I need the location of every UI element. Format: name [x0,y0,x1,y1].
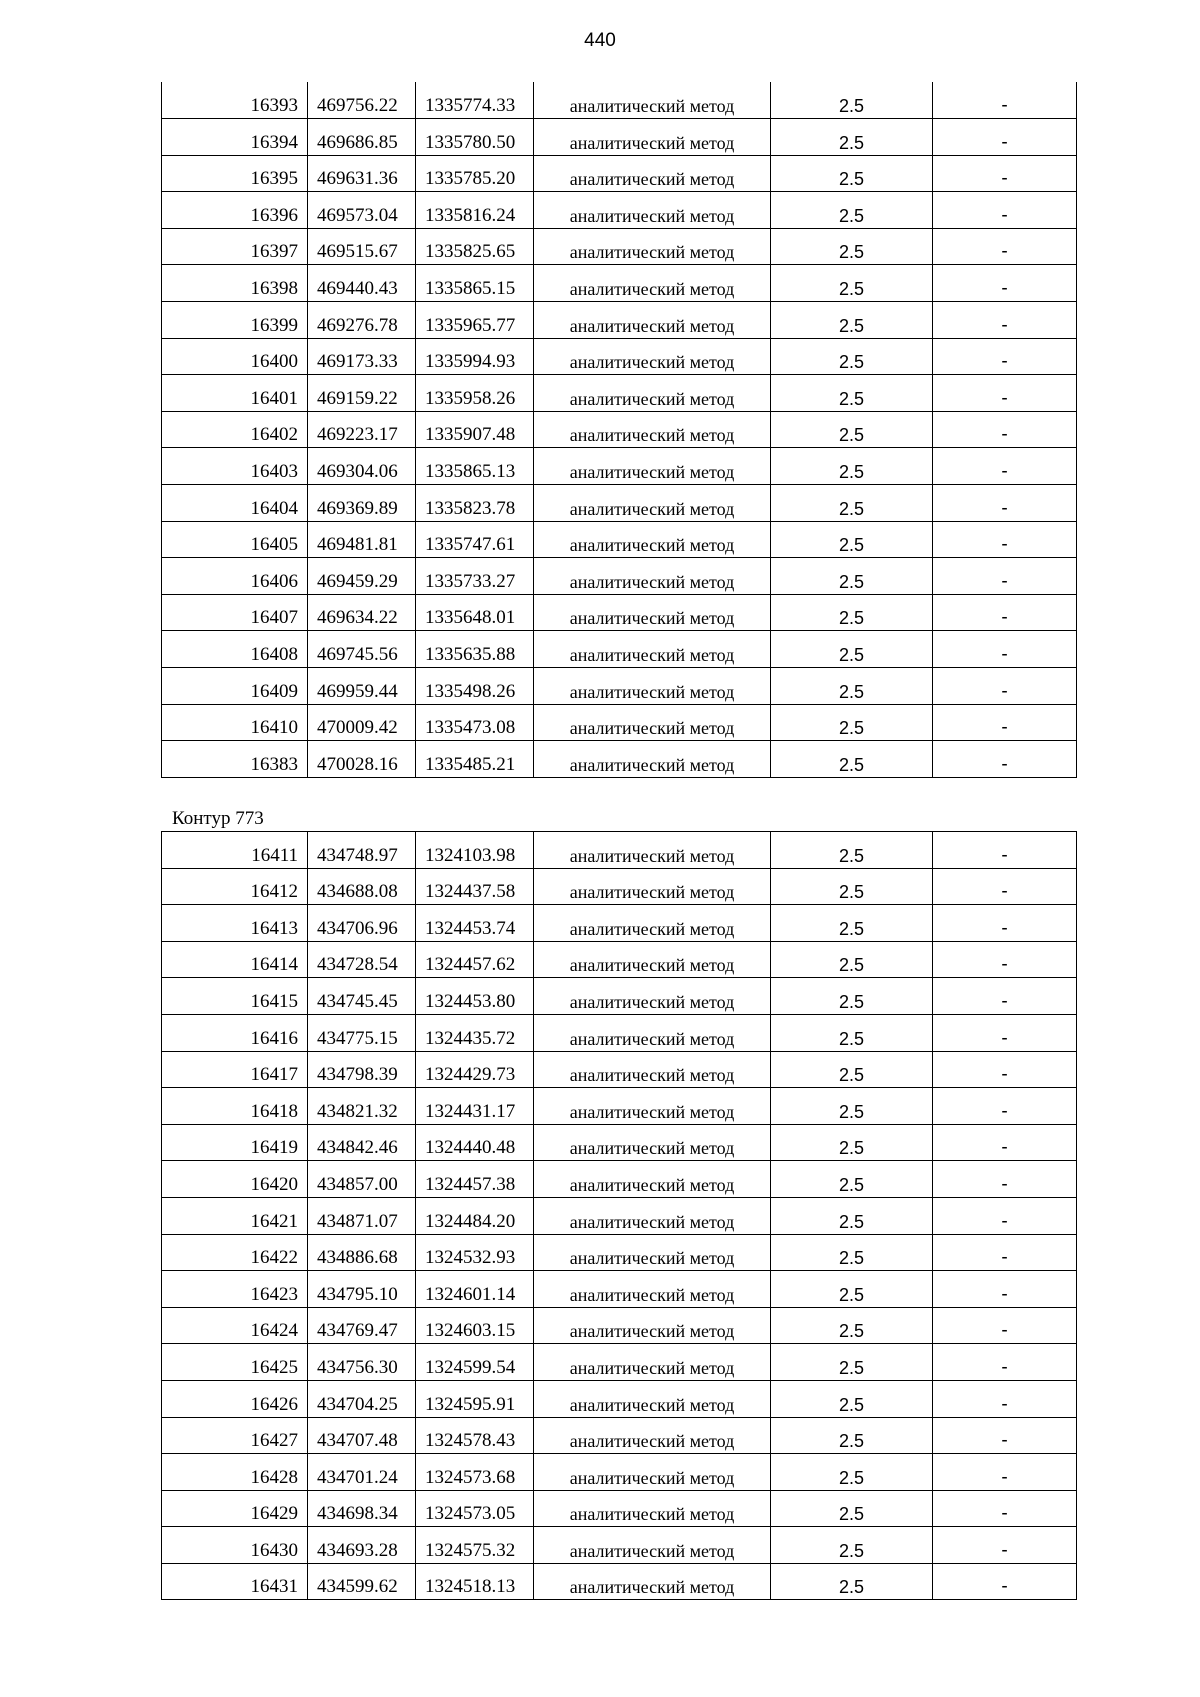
note-cell: - [933,302,1077,339]
y-coordinate-cell: 1324453.80 [416,978,534,1015]
table-row [162,1344,1077,1381]
accuracy-cell: 2.5 [771,1307,933,1344]
point-number-cell: 16406 [162,558,308,595]
x-coordinate-cell: 469745.56 [308,631,416,668]
point-number-cell: 16414 [162,941,308,978]
table-row [162,1088,1077,1125]
method-cell: аналитический метод [534,704,771,741]
table-row [162,375,1077,412]
y-coordinate-cell: 1335473.08 [416,704,534,741]
note-cell: - [933,1234,1077,1271]
x-coordinate-cell: 469686.85 [308,119,416,156]
note-cell: - [933,411,1077,448]
accuracy-cell: 2.5 [771,631,933,668]
accuracy-cell: 2.5 [771,905,933,942]
point-number-cell: 16399 [162,302,308,339]
method-cell: аналитический метод [534,265,771,302]
accuracy-cell: 2.5 [771,1197,933,1234]
table-row [162,1014,1077,1051]
method-cell: аналитический метод [534,1454,771,1491]
x-coordinate-cell: 434701.24 [308,1454,416,1491]
x-coordinate-cell: 434707.48 [308,1417,416,1454]
point-number-cell: 16405 [162,521,308,558]
accuracy-cell: 2.5 [771,1161,933,1198]
method-cell: аналитический метод [534,1051,771,1088]
accuracy-cell: 2.5 [771,1527,933,1564]
accuracy-cell: 2.5 [771,978,933,1015]
note-cell: - [933,631,1077,668]
point-number-cell: 16421 [162,1197,308,1234]
x-coordinate-cell: 469634.22 [308,594,416,631]
method-cell: аналитический метод [534,1161,771,1198]
y-coordinate-cell: 1324440.48 [416,1124,534,1161]
method-cell: аналитический метод [534,338,771,375]
note-cell: - [933,1271,1077,1308]
y-coordinate-cell: 1335498.26 [416,668,534,705]
point-number-cell: 16415 [162,978,308,1015]
x-coordinate-cell: 434693.28 [308,1527,416,1564]
table-row [162,1490,1077,1527]
accuracy-cell: 2.5 [771,302,933,339]
note-cell: - [933,905,1077,942]
x-coordinate-cell: 469459.29 [308,558,416,595]
accuracy-cell: 2.5 [771,1417,933,1454]
note-cell: - [933,1088,1077,1125]
accuracy-cell: 2.5 [771,338,933,375]
accuracy-cell: 2.5 [771,704,933,741]
note-cell: - [933,265,1077,302]
table-row [162,832,1077,869]
x-coordinate-cell: 469756.22 [308,82,416,119]
y-coordinate-cell: 1335865.15 [416,265,534,302]
y-coordinate-cell: 1335965.77 [416,302,534,339]
point-number-cell: 16427 [162,1417,308,1454]
accuracy-cell: 2.5 [771,448,933,485]
method-cell: аналитический метод [534,1014,771,1051]
point-number-cell: 16410 [162,704,308,741]
x-coordinate-cell: 434769.47 [308,1307,416,1344]
y-coordinate-cell: 1324457.38 [416,1161,534,1198]
table-row [162,668,1077,705]
point-number-cell: 16419 [162,1124,308,1161]
table-row [162,82,1077,119]
accuracy-cell: 2.5 [771,265,933,302]
y-coordinate-cell: 1324484.20 [416,1197,534,1234]
table-row [162,338,1077,375]
note-cell: - [933,1527,1077,1564]
x-coordinate-cell: 469159.22 [308,375,416,412]
page-number: 440 [584,30,616,51]
y-coordinate-cell: 1324599.54 [416,1344,534,1381]
method-cell: аналитический метод [534,741,771,778]
x-coordinate-cell: 434748.97 [308,832,416,869]
method-cell: аналитический метод [534,521,771,558]
y-coordinate-cell: 1324457.62 [416,941,534,978]
accuracy-cell: 2.5 [771,558,933,595]
table-row [162,1563,1077,1600]
accuracy-cell: 2.5 [771,1051,933,1088]
method-cell: аналитический метод [534,82,771,119]
table-row [162,558,1077,595]
note-cell: - [933,1124,1077,1161]
note-cell: - [933,1380,1077,1417]
note-cell: - [933,1563,1077,1600]
note-cell: - [933,1307,1077,1344]
table-row [162,192,1077,229]
point-number-cell: 16425 [162,1344,308,1381]
method-cell: аналитический метод [534,631,771,668]
x-coordinate-cell: 434688.08 [308,868,416,905]
x-coordinate-cell: 434745.45 [308,978,416,1015]
y-coordinate-cell: 1335774.33 [416,82,534,119]
point-number-cell: 16423 [162,1271,308,1308]
table-row [162,1051,1077,1088]
y-coordinate-cell: 1335907.48 [416,411,534,448]
x-coordinate-cell: 469173.33 [308,338,416,375]
point-number-cell: 16396 [162,192,308,229]
method-cell: аналитический метод [534,119,771,156]
y-coordinate-cell: 1335485.21 [416,741,534,778]
note-cell: - [933,1454,1077,1491]
method-cell: аналитический метод [534,978,771,1015]
y-coordinate-cell: 1335780.50 [416,119,534,156]
accuracy-cell: 2.5 [771,375,933,412]
accuracy-cell: 2.5 [771,521,933,558]
note-cell: - [933,941,1077,978]
note-cell: - [933,1161,1077,1198]
method-cell: аналитический метод [534,558,771,595]
method-cell: аналитический метод [534,941,771,978]
table-row [162,302,1077,339]
point-number-cell: 16408 [162,631,308,668]
x-coordinate-cell: 434599.62 [308,1563,416,1600]
table-row [162,1124,1077,1161]
coordinates-table-contour [161,831,1077,1600]
y-coordinate-cell: 1324532.93 [416,1234,534,1271]
x-coordinate-cell: 469276.78 [308,302,416,339]
table-body [162,82,1077,777]
method-cell: аналитический метод [534,832,771,869]
table-row [162,905,1077,942]
accuracy-cell: 2.5 [771,192,933,229]
accuracy-cell: 2.5 [771,1124,933,1161]
method-cell: аналитический метод [534,905,771,942]
note-cell: - [933,448,1077,485]
y-coordinate-cell: 1335747.61 [416,521,534,558]
accuracy-cell: 2.5 [771,1454,933,1491]
accuracy-cell: 2.5 [771,1271,933,1308]
method-cell: аналитический метод [534,668,771,705]
x-coordinate-cell: 469481.81 [308,521,416,558]
coordinates-table-continued [161,82,1077,778]
point-number-cell: 16402 [162,411,308,448]
method-cell: аналитический метод [534,155,771,192]
method-cell: аналитический метод [534,1490,771,1527]
note-cell: - [933,1197,1077,1234]
y-coordinate-cell: 1324601.14 [416,1271,534,1308]
y-coordinate-cell: 1335994.93 [416,338,534,375]
y-coordinate-cell: 1335635.88 [416,631,534,668]
x-coordinate-cell: 469631.36 [308,155,416,192]
note-cell: - [933,868,1077,905]
accuracy-cell: 2.5 [771,832,933,869]
x-coordinate-cell: 434821.32 [308,1088,416,1125]
table-row [162,521,1077,558]
y-coordinate-cell: 1324578.43 [416,1417,534,1454]
method-cell: аналитический метод [534,1563,771,1600]
point-number-cell: 16403 [162,448,308,485]
note-cell: - [933,338,1077,375]
point-number-cell: 16411 [162,832,308,869]
y-coordinate-cell: 1324103.98 [416,832,534,869]
accuracy-cell: 2.5 [771,868,933,905]
point-number-cell: 16422 [162,1234,308,1271]
table-row [162,1454,1077,1491]
accuracy-cell: 2.5 [771,1380,933,1417]
x-coordinate-cell: 469223.17 [308,411,416,448]
accuracy-cell: 2.5 [771,941,933,978]
point-number-cell: 16428 [162,1454,308,1491]
table-row [162,1234,1077,1271]
method-cell: аналитический метод [534,302,771,339]
note-cell: - [933,832,1077,869]
note-cell: - [933,228,1077,265]
point-number-cell: 16401 [162,375,308,412]
point-number-cell: 16383 [162,741,308,778]
accuracy-cell: 2.5 [771,741,933,778]
x-coordinate-cell: 469369.89 [308,485,416,522]
note-cell: - [933,521,1077,558]
table-row [162,1527,1077,1564]
x-coordinate-cell: 434886.68 [308,1234,416,1271]
note-cell: - [933,192,1077,229]
y-coordinate-cell: 1324518.13 [416,1563,534,1600]
table-row [162,448,1077,485]
x-coordinate-cell: 434795.10 [308,1271,416,1308]
table-row [162,265,1077,302]
x-coordinate-cell: 469440.43 [308,265,416,302]
accuracy-cell: 2.5 [771,82,933,119]
accuracy-cell: 2.5 [771,1014,933,1051]
x-coordinate-cell: 434728.54 [308,941,416,978]
y-coordinate-cell: 1335825.65 [416,228,534,265]
table-row [162,228,1077,265]
point-number-cell: 16393 [162,82,308,119]
x-coordinate-cell: 434704.25 [308,1380,416,1417]
point-number-cell: 16394 [162,119,308,156]
note-cell: - [933,978,1077,1015]
method-cell: аналитический метод [534,1124,771,1161]
accuracy-cell: 2.5 [771,1344,933,1381]
y-coordinate-cell: 1335865.13 [416,448,534,485]
accuracy-cell: 2.5 [771,668,933,705]
note-cell: - [933,558,1077,595]
y-coordinate-cell: 1324595.91 [416,1380,534,1417]
y-coordinate-cell: 1324453.74 [416,905,534,942]
point-number-cell: 16412 [162,868,308,905]
x-coordinate-cell: 434857.00 [308,1161,416,1198]
table-row [162,868,1077,905]
x-coordinate-cell: 434756.30 [308,1344,416,1381]
y-coordinate-cell: 1335823.78 [416,485,534,522]
point-number-cell: 16398 [162,265,308,302]
note-cell: - [933,668,1077,705]
note-cell: - [933,1344,1077,1381]
note-cell: - [933,741,1077,778]
table-row [162,1197,1077,1234]
note-cell: - [933,1014,1077,1051]
method-cell: аналитический метод [534,485,771,522]
y-coordinate-cell: 1335648.01 [416,594,534,631]
contour-label: Контур 773 [172,808,264,829]
accuracy-cell: 2.5 [771,1234,933,1271]
table-row [162,1417,1077,1454]
method-cell: аналитический метод [534,1344,771,1381]
method-cell: аналитический метод [534,228,771,265]
note-cell: - [933,375,1077,412]
accuracy-cell: 2.5 [771,155,933,192]
method-cell: аналитический метод [534,1417,771,1454]
x-coordinate-cell: 469573.04 [308,192,416,229]
table-body [162,832,1077,1600]
method-cell: аналитический метод [534,1197,771,1234]
point-number-cell: 16430 [162,1527,308,1564]
accuracy-cell: 2.5 [771,1563,933,1600]
x-coordinate-cell: 469304.06 [308,448,416,485]
method-cell: аналитический метод [534,375,771,412]
table-row [162,631,1077,668]
table-row [162,119,1077,156]
point-number-cell: 16407 [162,594,308,631]
note-cell: - [933,594,1077,631]
x-coordinate-cell: 470028.16 [308,741,416,778]
method-cell: аналитический метод [534,594,771,631]
point-number-cell: 16409 [162,668,308,705]
point-number-cell: 16420 [162,1161,308,1198]
method-cell: аналитический метод [534,868,771,905]
point-number-cell: 16416 [162,1014,308,1051]
method-cell: аналитический метод [534,1307,771,1344]
method-cell: аналитический метод [534,1234,771,1271]
point-number-cell: 16426 [162,1380,308,1417]
table-row [162,485,1077,522]
note-cell: - [933,1417,1077,1454]
table-row [162,594,1077,631]
y-coordinate-cell: 1324429.73 [416,1051,534,1088]
note-cell: - [933,119,1077,156]
accuracy-cell: 2.5 [771,485,933,522]
method-cell: аналитический метод [534,1088,771,1125]
point-number-cell: 16413 [162,905,308,942]
note-cell: - [933,155,1077,192]
y-coordinate-cell: 1324431.17 [416,1088,534,1125]
x-coordinate-cell: 434698.34 [308,1490,416,1527]
accuracy-cell: 2.5 [771,119,933,156]
table-row [162,704,1077,741]
note-cell: - [933,704,1077,741]
x-coordinate-cell: 434706.96 [308,905,416,942]
method-cell: аналитический метод [534,411,771,448]
table-row [162,978,1077,1015]
point-number-cell: 16417 [162,1051,308,1088]
point-number-cell: 16404 [162,485,308,522]
table-row [162,1380,1077,1417]
y-coordinate-cell: 1324603.15 [416,1307,534,1344]
point-number-cell: 16395 [162,155,308,192]
y-coordinate-cell: 1324575.32 [416,1527,534,1564]
note-cell: - [933,82,1077,119]
table-row [162,1161,1077,1198]
accuracy-cell: 2.5 [771,411,933,448]
table-row [162,155,1077,192]
method-cell: аналитический метод [534,1271,771,1308]
accuracy-cell: 2.5 [771,594,933,631]
accuracy-cell: 2.5 [771,228,933,265]
x-coordinate-cell: 434871.07 [308,1197,416,1234]
table-row [162,411,1077,448]
note-cell: - [933,485,1077,522]
method-cell: аналитический метод [534,1527,771,1564]
table-row [162,741,1077,778]
method-cell: аналитический метод [534,1380,771,1417]
accuracy-cell: 2.5 [771,1088,933,1125]
point-number-cell: 16397 [162,228,308,265]
y-coordinate-cell: 1324435.72 [416,1014,534,1051]
point-number-cell: 16424 [162,1307,308,1344]
x-coordinate-cell: 469515.67 [308,228,416,265]
x-coordinate-cell: 469959.44 [308,668,416,705]
table-row [162,1271,1077,1308]
method-cell: аналитический метод [534,448,771,485]
accuracy-cell: 2.5 [771,1490,933,1527]
x-coordinate-cell: 434842.46 [308,1124,416,1161]
table-row [162,941,1077,978]
note-cell: - [933,1051,1077,1088]
point-number-cell: 16429 [162,1490,308,1527]
point-number-cell: 16431 [162,1563,308,1600]
table-row [162,1307,1077,1344]
x-coordinate-cell: 434798.39 [308,1051,416,1088]
y-coordinate-cell: 1324437.58 [416,868,534,905]
y-coordinate-cell: 1335958.26 [416,375,534,412]
y-coordinate-cell: 1335785.20 [416,155,534,192]
y-coordinate-cell: 1335816.24 [416,192,534,229]
y-coordinate-cell: 1324573.05 [416,1490,534,1527]
note-cell: - [933,1490,1077,1527]
y-coordinate-cell: 1335733.27 [416,558,534,595]
point-number-cell: 16400 [162,338,308,375]
method-cell: аналитический метод [534,192,771,229]
x-coordinate-cell: 434775.15 [308,1014,416,1051]
y-coordinate-cell: 1324573.68 [416,1454,534,1491]
x-coordinate-cell: 470009.42 [308,704,416,741]
point-number-cell: 16418 [162,1088,308,1125]
